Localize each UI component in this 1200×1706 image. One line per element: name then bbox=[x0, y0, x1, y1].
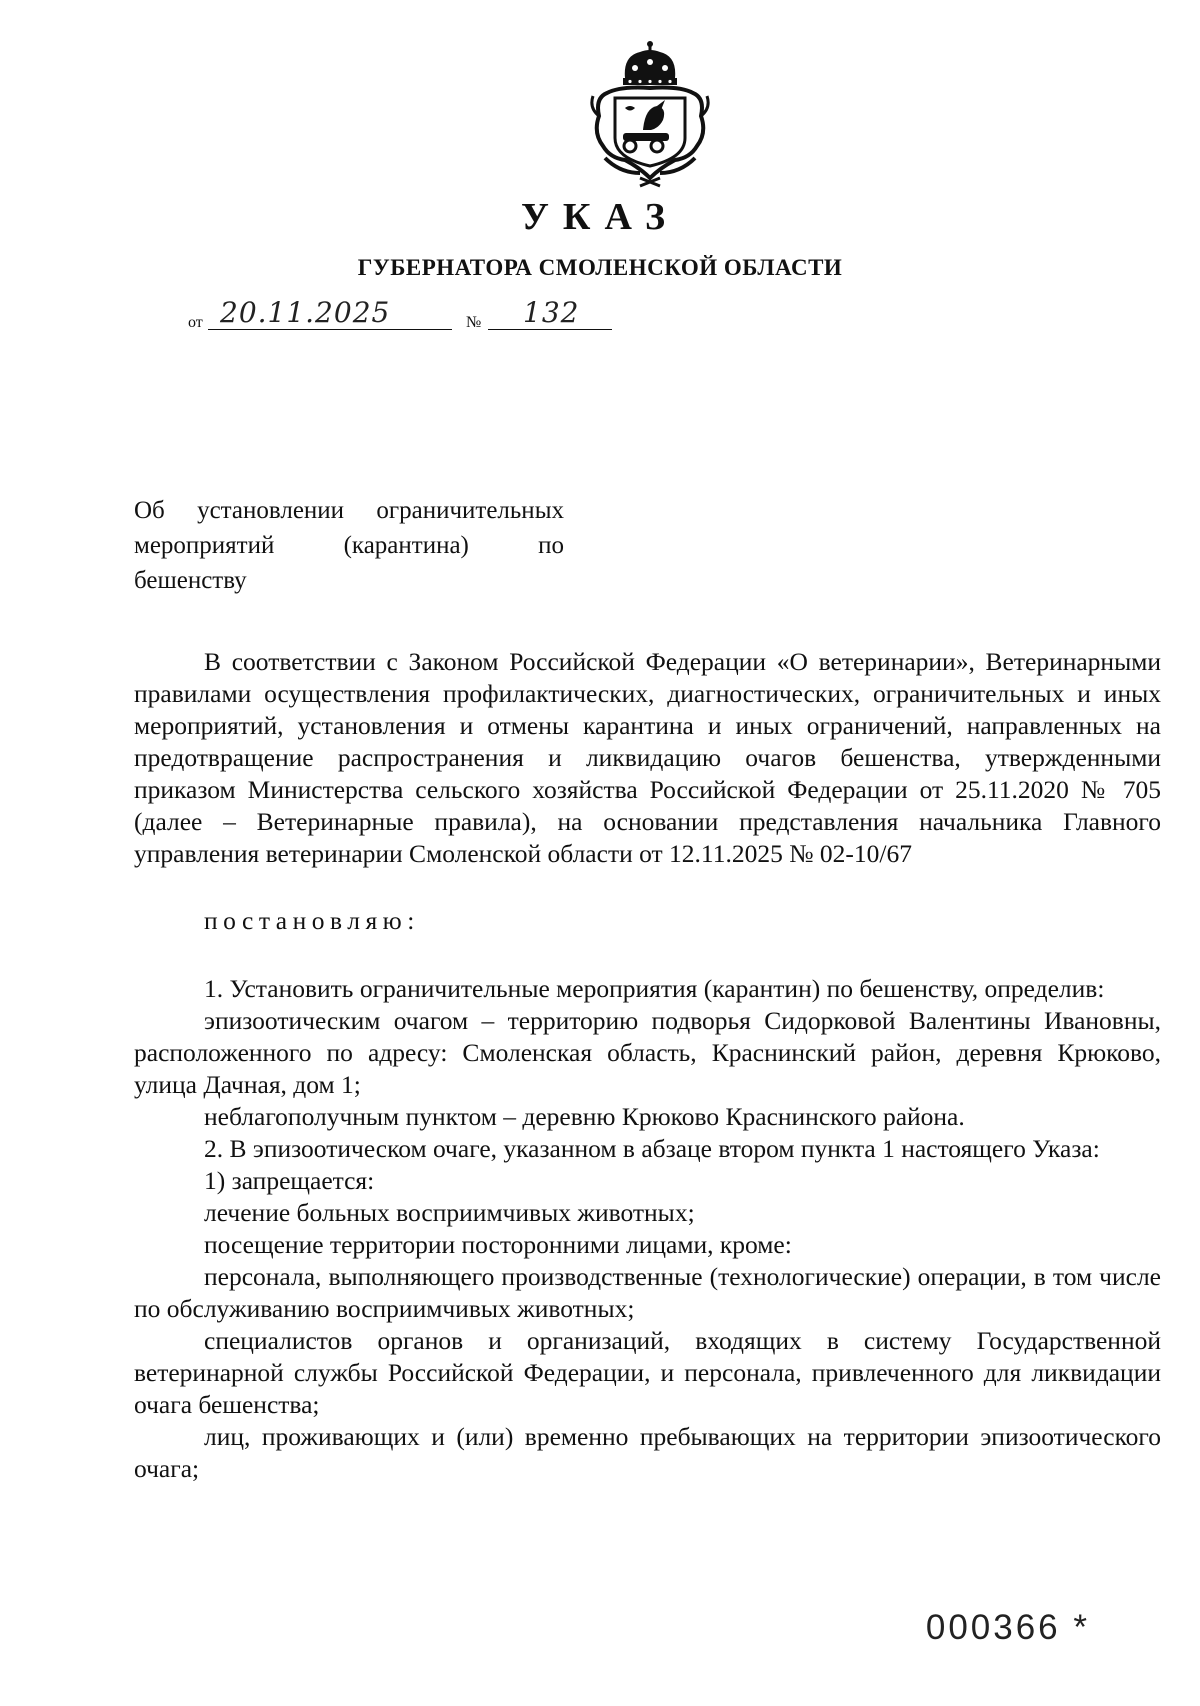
handwritten-date: 20.11.2025 bbox=[220, 296, 391, 329]
body-paragraph: 1) запрещается: bbox=[204, 1166, 375, 1195]
document-title: УКАЗ bbox=[521, 196, 679, 238]
subject-line: Об установлении ограничительных bbox=[134, 497, 564, 524]
body-paragraph: эпизоотическим очагом – территорию подворья Сидорковой Валентины Ивановны, расположенного по адресу: Смоленская область, Краснинский район, деревня Крюково, улица Дачная, дом 1; bbox=[134, 1006, 1161, 1099]
coat-of-arms-icon bbox=[585, 38, 715, 188]
subject-line: бешенству bbox=[134, 567, 247, 594]
body-paragraph: персонала, выполняющего производственные (технологические) операции, в том числе по обслуживанию восприимчивых животных; bbox=[134, 1262, 1161, 1323]
number-prefix: № bbox=[466, 314, 482, 331]
preamble-paragraph: В соответствии с Законом Российской Федерации «О ветеринарии», Ветеринарными правилами осуществления профилактических, диагностических, ограничительных и иных мероприятий, установления и отмены карантина и иных ограничений, направленных на предотвращение распространения и ликвидацию очагов бешенства, утвержденными приказом Министерства сельского хозяйства Российской Федерации от 25.11.2020 № 705 (далее – Ветеринарные правила), на основании представления начальника Главного управления ветеринарии Смоленской области от 12.11.2025 № 02-10/67 bbox=[134, 647, 1161, 868]
decree-body bbox=[134, 646, 1161, 1485]
body-paragraph: лечение больных восприимчивых животных; bbox=[204, 1198, 695, 1227]
body-paragraph: посещение территории посторонними лицами, кроме: bbox=[204, 1230, 792, 1259]
date-prefix: от bbox=[188, 314, 203, 331]
subject-line: мероприятий (карантина) по bbox=[134, 532, 564, 559]
decree-subject bbox=[134, 493, 564, 598]
document-serial-number: 000366 * bbox=[925, 1608, 1090, 1647]
body-paragraph: лиц, проживающих и (или) временно пребывающих на территории эпизоотического очага; bbox=[134, 1422, 1161, 1483]
body-paragraph: 2. В эпизоотическом очаге, указанном в абзаце втором пункта 1 настоящего Указа: bbox=[204, 1134, 1100, 1163]
body-paragraph: 1. Установить ограничительные мероприятия (карантин) по бешенству, определив: bbox=[204, 974, 1105, 1003]
handwritten-number: 132 bbox=[523, 296, 580, 329]
body-paragraph: специалистов органов и организаций, входящих в систему Государственной ветеринарной службы Российской Федерации, и персонала, привлеченного для ликвидации очага бешенства; bbox=[134, 1326, 1161, 1419]
document-subtitle: ГУБЕРНАТОРА СМОЛЕНСКОЙ ОБЛАСТИ bbox=[357, 255, 843, 280]
body-paragraph: неблагополучным пунктом – деревню Крюково Краснинского района. bbox=[204, 1102, 965, 1131]
date-number-line bbox=[188, 296, 628, 340]
decree-word: постановляю: bbox=[204, 906, 420, 935]
